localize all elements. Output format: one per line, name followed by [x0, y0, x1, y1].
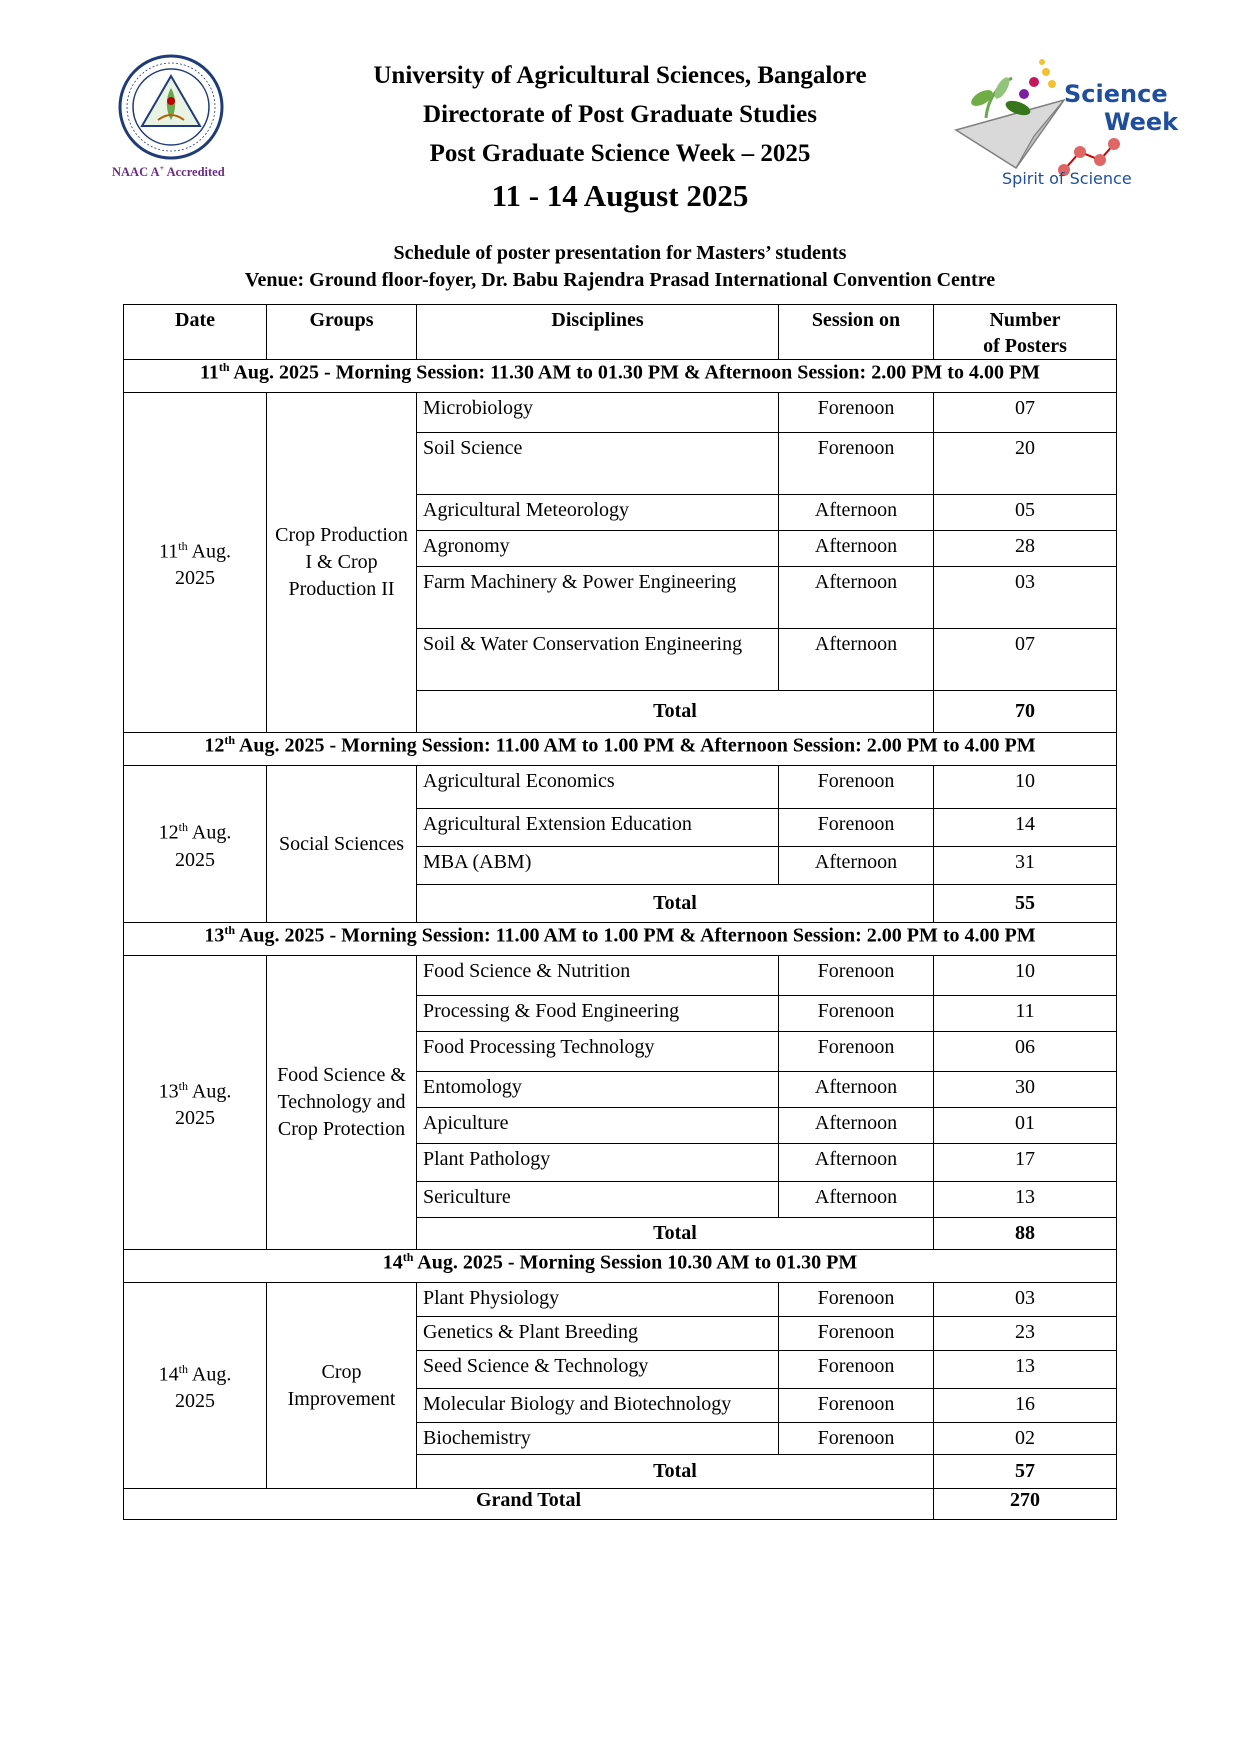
- discipline-cell: Agronomy: [417, 531, 779, 567]
- posters-cell: 17: [934, 1144, 1117, 1182]
- session-cell: Afternoon: [779, 847, 934, 885]
- discipline-cell: Food Science & Nutrition: [417, 956, 779, 996]
- session-cell: Forenoon: [779, 1351, 934, 1389]
- day-session-text: 14th Aug. 2025 - Morning Session 10.30 AM to 01.30 PM: [124, 1250, 1117, 1283]
- table-header-row: [124, 305, 1117, 360]
- session-cell: Afternoon: [779, 531, 934, 567]
- column-header-disciplines: Disciplines: [417, 305, 779, 360]
- column-header-groups: Groups: [267, 305, 417, 360]
- posters-cell: 10: [934, 956, 1117, 996]
- title-block: [300, 56, 940, 217]
- svg-text:Week: Week: [1104, 108, 1179, 136]
- session-cell: Forenoon: [779, 1283, 934, 1317]
- schedule-body: [124, 360, 1117, 1489]
- posters-cell: 06: [934, 1032, 1117, 1072]
- session-cell: Afternoon: [779, 567, 934, 629]
- session-cell: Forenoon: [779, 393, 934, 433]
- day-session-banner: [124, 733, 1117, 766]
- discipline-cell: Agricultural Economics: [417, 766, 779, 809]
- session-cell: Afternoon: [779, 1144, 934, 1182]
- session-cell: Forenoon: [779, 1317, 934, 1351]
- day-session-text: 12th Aug. 2025 - Morning Session: 11.00 AM to 1.00 PM & Afternoon Session: 2.00 PM to 4.00 PM: [124, 733, 1117, 766]
- posters-cell: 10: [934, 766, 1117, 809]
- venue-line: Venue: Ground floor-foyer, Dr. Babu Rajendra Prasad International Convention Centre: [244, 269, 996, 291]
- session-cell: Forenoon: [779, 956, 934, 996]
- day-session-banner: [124, 1250, 1117, 1283]
- day-session-banner: [124, 923, 1117, 956]
- session-cell: Forenoon: [779, 433, 934, 495]
- event-dates: 11 - 14 August 2025: [491, 178, 749, 213]
- discipline-cell: Genetics & Plant Breeding: [417, 1317, 779, 1351]
- session-cell: Forenoon: [779, 809, 934, 847]
- posters-cell: 02: [934, 1423, 1117, 1455]
- posters-cell: 03: [934, 567, 1117, 629]
- posters-cell: 07: [934, 629, 1117, 691]
- posters-cell: 01: [934, 1108, 1117, 1144]
- group-cell: Crop Production I & Crop Production II: [267, 393, 417, 733]
- discipline-cell: Microbiology: [417, 393, 779, 433]
- schedule-subtitle: [120, 240, 1120, 294]
- discipline-cell: Soil Science: [417, 433, 779, 495]
- discipline-cell: Food Processing Technology: [417, 1032, 779, 1072]
- group-cell: Food Science & Technology and Crop Protection: [267, 956, 417, 1250]
- session-cell: Afternoon: [779, 1072, 934, 1108]
- posters-cell: 16: [934, 1389, 1117, 1423]
- date-cell: 13th Aug. 2025: [124, 956, 267, 1250]
- session-cell: Afternoon: [779, 629, 934, 691]
- table-row: [124, 956, 1117, 996]
- column-header-session: Session on: [779, 305, 934, 360]
- total-value: 88: [934, 1218, 1117, 1250]
- science-week-logo: [946, 58, 1179, 198]
- discipline-cell: Biochemistry: [417, 1423, 779, 1455]
- svg-text:Science: Science: [1064, 80, 1168, 108]
- posters-cell: 07: [934, 393, 1117, 433]
- session-cell: Forenoon: [779, 996, 934, 1032]
- date-cell: 14th Aug. 2025: [124, 1283, 267, 1489]
- discipline-cell: Soil & Water Conservation Engineering: [417, 629, 779, 691]
- posters-cell: 14: [934, 809, 1117, 847]
- day-session-banner: [124, 360, 1117, 393]
- posters-cell: 05: [934, 495, 1117, 531]
- discipline-cell: Plant Pathology: [417, 1144, 779, 1182]
- group-cell: Social Sciences: [267, 766, 417, 923]
- university-seal-logo: [118, 54, 224, 160]
- total-label: Total: [417, 1455, 934, 1489]
- document-header: [0, 0, 1241, 300]
- discipline-cell: Agricultural Extension Education: [417, 809, 779, 847]
- discipline-cell: Farm Machinery & Power Engineering: [417, 567, 779, 629]
- discipline-cell: MBA (ABM): [417, 847, 779, 885]
- discipline-cell: Sericulture: [417, 1182, 779, 1218]
- group-cell: Crop Improvement: [267, 1283, 417, 1489]
- session-cell: Forenoon: [779, 1032, 934, 1072]
- poster-schedule-table: [123, 304, 1117, 1520]
- total-label: Total: [417, 1218, 934, 1250]
- posters-cell: 28: [934, 531, 1117, 567]
- grand-total-value: 270: [934, 1489, 1117, 1520]
- posters-cell: 30: [934, 1072, 1117, 1108]
- discipline-cell: Plant Physiology: [417, 1283, 779, 1317]
- session-cell: Forenoon: [779, 1389, 934, 1423]
- total-value: 70: [934, 691, 1117, 733]
- total-value: 57: [934, 1455, 1117, 1489]
- event-name: Post Graduate Science Week – 2025: [429, 140, 811, 167]
- day-session-text: 13th Aug. 2025 - Morning Session: 11.00 AM to 1.00 PM & Afternoon Session: 2.00 PM to 4.00 PM: [124, 923, 1117, 956]
- posters-cell: 31: [934, 847, 1117, 885]
- posters-cell: 23: [934, 1317, 1117, 1351]
- session-cell: Afternoon: [779, 1182, 934, 1218]
- total-label: Total: [417, 885, 934, 923]
- grand-total-label: Grand Total: [124, 1489, 934, 1520]
- session-cell: Forenoon: [779, 1423, 934, 1455]
- table-row: [124, 766, 1117, 809]
- session-cell: Afternoon: [779, 495, 934, 531]
- table-row: [124, 1283, 1117, 1317]
- posters-cell: 20: [934, 433, 1117, 495]
- discipline-cell: Apiculture: [417, 1108, 779, 1144]
- discipline-cell: Seed Science & Technology: [417, 1351, 779, 1389]
- date-cell: 11th Aug. 2025: [124, 393, 267, 733]
- posters-cell: 03: [934, 1283, 1117, 1317]
- posters-cell: 11: [934, 996, 1117, 1032]
- directorate-name: Directorate of Post Graduate Studies: [423, 101, 817, 128]
- session-cell: Forenoon: [779, 766, 934, 809]
- table-row: [124, 393, 1117, 433]
- schedule-heading: Schedule of poster presentation for Masters’ students: [393, 242, 847, 264]
- session-cell: Afternoon: [779, 1108, 934, 1144]
- posters-cell: 13: [934, 1182, 1117, 1218]
- discipline-cell: Processing & Food Engineering: [417, 996, 779, 1032]
- discipline-cell: Entomology: [417, 1072, 779, 1108]
- svg-text:Spirit of Science: Spirit of Science: [1002, 169, 1132, 188]
- date-cell: 12th Aug. 2025: [124, 766, 267, 923]
- posters-cell: 13: [934, 1351, 1117, 1389]
- discipline-cell: Agricultural Meteorology: [417, 495, 779, 531]
- total-label: Total: [417, 691, 934, 733]
- discipline-cell: Molecular Biology and Biotechnology: [417, 1389, 779, 1423]
- total-value: 55: [934, 885, 1117, 923]
- grand-total-row: [124, 1489, 1117, 1520]
- university-name: University of Agricultural Sciences, Bangalore: [373, 62, 867, 89]
- column-header-date: Date: [124, 305, 267, 360]
- accreditation-note: NAAC A+ Accredited: [112, 164, 225, 180]
- column-header-number: Number of Posters: [934, 305, 1117, 360]
- day-session-text: 11th Aug. 2025 - Morning Session: 11.30 AM to 01.30 PM & Afternoon Session: 2.00 PM to 4.00 PM: [124, 360, 1117, 393]
